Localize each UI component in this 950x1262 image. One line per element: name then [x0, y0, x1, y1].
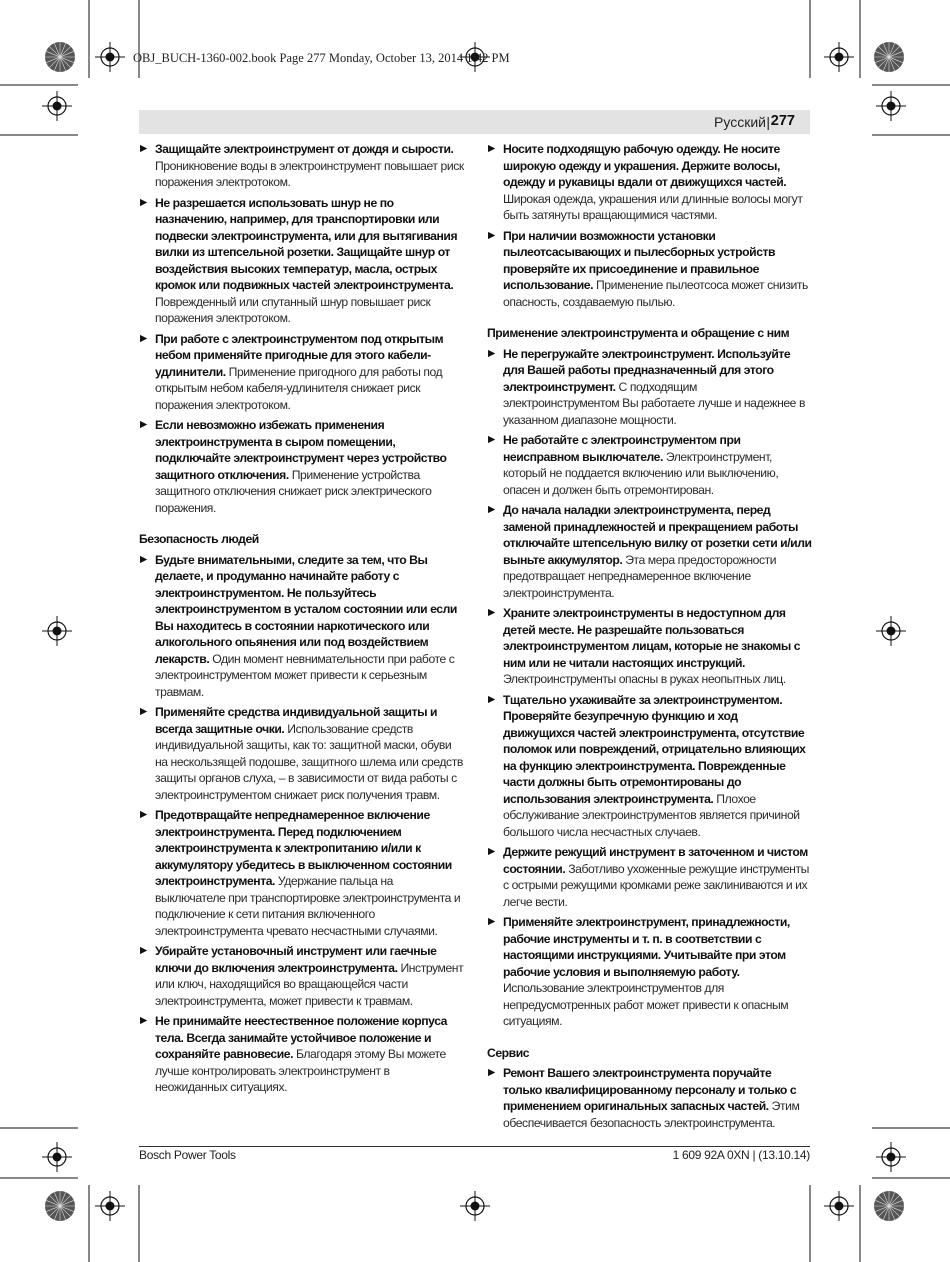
- bullet-arrow-icon: ▶: [488, 229, 495, 241]
- registration-target-icon: [876, 91, 906, 121]
- registration-target-icon: [824, 1191, 854, 1221]
- safety-item-instruction: Не разрешается использовать шнур не по назначению, например, для транспортировки или подвески электроинструмента, или для вытягивания вилки из штепсельной розетки. Защищайте шнур от воздействия высоких температур, масла, острых кромок или подвижных частей электроинструмента.: [155, 195, 458, 292]
- safety-item-instruction: Применяйте средства индивидуальной защиты и всегда защитные очки.: [155, 705, 438, 736]
- registration-starburst-icon: [45, 1191, 75, 1221]
- bullet-arrow-icon: ▶: [140, 553, 147, 565]
- print-job-line: OBJ_BUCH-1360-002.book Page 277 Monday, October 13, 2014 1:42 PM: [133, 51, 510, 65]
- bullet-arrow-icon: ▶: [140, 419, 147, 430]
- bullet-arrow-icon: ▶: [488, 347, 495, 359]
- safety-item-explanation: Использование средств индивидуальной защиты, как то: защитной маски, обуви на нескользящей подошве, защитного шлема или средств защиты органов слуха, – в зависимости от вида работы с электроинструментом снижает риск получения травм.: [155, 721, 463, 802]
- safety-item: [487, 432, 812, 498]
- bullet-arrow-icon: ▶: [488, 607, 495, 618]
- safety-item-explanation: Широкая одежда, украшения или длинные волосы могут быть затянуты вращающимися частями.: [503, 191, 803, 222]
- safety-item-explanation: Использование электроинструментов для непредусмотренных работ может привести к опасным ситуациям.: [503, 981, 789, 1028]
- safety-item-explanation: Применение пылеотсоса может снизить опасность, создаваемую пылью.: [503, 278, 808, 309]
- safety-item: [139, 141, 464, 191]
- safety-item: [487, 692, 812, 841]
- safety-item: [487, 605, 812, 688]
- safety-item-explanation: Проникновение воды в электроинструмент повышает риск поражения электротоком.: [155, 158, 464, 189]
- safety-item: [139, 552, 464, 701]
- safety-item-instruction: При наличии возможности установки пылеотсасывающих и пылесборных устройств проверяйте их присоединение и правильное использование.: [503, 228, 776, 292]
- safety-item-instruction: Если невозможно избежать применения электроинструмента в сыром помещении, подключайте электроинструмент через устройство защитного отключения.: [155, 418, 447, 482]
- page-header: [139, 110, 810, 134]
- registration-target-icon: [824, 42, 854, 72]
- safety-list: [487, 1065, 812, 1131]
- safety-list: [487, 141, 812, 310]
- safety-item-instruction: Защищайте электроинструмент от дождя и сырости.: [155, 142, 454, 156]
- safety-item: [487, 502, 812, 601]
- safety-item: [139, 807, 464, 939]
- safety-item: [139, 943, 464, 1009]
- section-heading-service: Сервис: [487, 1045, 530, 1060]
- safety-list: [139, 141, 464, 516]
- bullet-arrow-icon: ▶: [488, 434, 495, 445]
- safety-item-explanation: Удержание пальца на выключателе при транспортировке электроинструмента и подключение к сети питания включенного электроинструмента чревато несчастными случаями.: [155, 874, 461, 938]
- safety-item: [139, 704, 464, 803]
- safety-item: [139, 195, 464, 327]
- safety-item-explanation: Эта мера предосторожности предотвращает непреднамеренное включение электроинструмента.: [503, 552, 777, 600]
- registration-target-icon: [876, 616, 906, 646]
- safety-item-explanation: С подходящим электроинструментом Вы работаете лучше и надежнее в указанном диапазоне мощности.: [503, 379, 805, 427]
- bullet-arrow-icon: ▶: [488, 693, 495, 705]
- bullet-arrow-icon: ▶: [488, 846, 495, 857]
- bullet-arrow-icon: ▶: [488, 916, 495, 927]
- safety-item: [487, 346, 812, 429]
- bullet-arrow-icon: ▶: [140, 196, 147, 208]
- safety-list: [487, 346, 812, 1030]
- bullet-arrow-icon: ▶: [488, 143, 495, 154]
- bullet-arrow-icon: ▶: [140, 809, 147, 820]
- safety-item-explanation: Применение пригодного для работы под открытым небом кабеля-удлинителя снижает риск поражения электротоком.: [155, 364, 443, 412]
- section-heading-personal-safety: Безопасность людей: [139, 532, 259, 546]
- safety-item-instruction: Не работайте с электроинструментом при неисправном выключателе.: [503, 433, 741, 464]
- page-number: 277: [770, 113, 795, 129]
- safety-item-explanation: Заботливо ухоженные режущие инструменты с острыми режущими кромками реже заклиниваются и их легче вести.: [503, 861, 809, 909]
- safety-item-instruction: Убирайте установочный инструмент или гаечные ключи до включения электроинструмента.: [155, 944, 437, 975]
- safety-item: [139, 1013, 464, 1096]
- safety-item-explanation: Инструмент или ключ, находящийся во вращающейся части электроинструмента, может привести к травмам.: [155, 960, 464, 1008]
- safety-item-explanation: Поврежденный или спутанный шнур повышает риск поражения электротоком.: [155, 294, 431, 325]
- safety-item-explanation: Благодаря этому Вы можете лучше контролировать электроинструмент в неожиданных ситуациях.: [155, 1047, 446, 1094]
- registration-starburst-icon: [874, 42, 904, 72]
- safety-item-explanation: Этим обеспечивается безопасность электроинструмента.: [503, 1099, 800, 1130]
- right-column: [487, 141, 812, 1135]
- registration-target-icon: [42, 91, 72, 121]
- safety-item-explanation: Электроинструмент, который не поддается включению или выключению, опасен и должен быть отремонтирован.: [503, 449, 779, 497]
- section-label: Русский: [714, 114, 766, 130]
- safety-item-explanation: Электроинструменты опасны в руках неопытных лиц.: [503, 672, 786, 686]
- safety-item-explanation: Плохое обслуживание электроинструментов является причиной большого числа несчастных случаев.: [503, 791, 800, 839]
- safety-item: [487, 141, 812, 224]
- safety-item-explanation: Применение устройства защитного отключения снижает риск электрического поражения.: [155, 467, 432, 515]
- registration-target-icon: [95, 1191, 125, 1221]
- safety-item: [487, 914, 812, 1030]
- safety-item-instruction: Храните электроинструменты в недоступном для детей месте. Не разрешайте пользоваться электроинструментом лицам, которые не знакомы с ним или не читали настоящих инструкций.: [503, 606, 801, 670]
- registration-target-icon: [876, 1142, 906, 1172]
- safety-item-instruction: Тщательно ухаживайте за электроинструментом. Проверяйте безупречную функцию и ход движущихся частей электроинструмента, отсутствие поломок или повреждений, отрицательно влияющих на функцию электроинструмента. Поврежденные части должны быть отремонтированы до использования электроинструмента.: [503, 692, 806, 806]
- footer-doc-code: 1 609 92A 0XN | (13.10.14): [672, 1148, 810, 1162]
- bullet-arrow-icon: ▶: [488, 1067, 495, 1078]
- safety-item-instruction: Не перегружайте электроинструмент. Используйте для Вашей работы предназначенный для этого электроинструмент.: [503, 346, 791, 394]
- safety-item-instruction: До начала наладки электроинструмента, перед заменой принадлежностей и прекращением работы отключайте штепсельную вилку от розетки сети и/или выньте аккумулятор.: [503, 503, 812, 567]
- safety-item-instruction: Не принимайте неестественное положение корпуса тела. Всегда занимайте устойчивое положение и сохраняйте равновесие.: [155, 1014, 447, 1061]
- safety-item: [487, 228, 812, 311]
- safety-item: [139, 331, 464, 414]
- safety-item-instruction: Держите режущий инструмент в заточенном и чистом состоянии.: [503, 845, 808, 876]
- safety-item-instruction: Предотвращайте непреднамеренное включение электроинструмента. Перед подключением электроинструмента к электропитанию и/или к аккумулятору убедитесь в выключенном состоянии электроинструмента.: [155, 808, 452, 888]
- registration-starburst-icon: [45, 42, 75, 72]
- bullet-arrow-icon: ▶: [140, 332, 147, 344]
- safety-item-explanation: Один момент невнимательности при работе с электроинструментом может привести к серьезным травмам.: [155, 651, 455, 699]
- safety-item: [487, 1065, 812, 1131]
- left-column: [139, 141, 464, 1100]
- safety-item: [139, 417, 464, 516]
- registration-target-icon: [42, 1142, 72, 1172]
- registration-target-icon: [42, 616, 72, 646]
- safety-item-instruction: Ремонт Вашего электроинструмента поручайте только квалифицированному персоналу и только с применением оригинальных запасных частей.: [503, 1066, 797, 1113]
- section-heading-tool-use: Применение электроинструмента и обращение с ним: [487, 326, 790, 340]
- footer-brand: Bosch Power Tools: [139, 1148, 236, 1162]
- bullet-arrow-icon: ▶: [140, 143, 147, 154]
- bullet-arrow-icon: ▶: [140, 1015, 147, 1026]
- header-separator: |: [766, 114, 770, 130]
- safety-list: [139, 552, 464, 1096]
- safety-item-instruction: Носите подходящую рабочую одежду. Не носите широкую одежду и украшения. Держите волосы, одежду и рукавицы вдали от движущихся частей.: [503, 142, 787, 189]
- bullet-arrow-icon: ▶: [140, 945, 147, 956]
- safety-item-instruction: Применяйте электроинструмент, принадлежности, рабочие инструменты и т. п. в соответствии с настоящими инструкциями. Учитывайте при этом рабочие условия и выполняемую работу.: [503, 915, 790, 979]
- bullet-arrow-icon: ▶: [488, 504, 495, 515]
- footer-divider: [139, 1146, 810, 1147]
- safety-item: [487, 844, 812, 910]
- bullet-arrow-icon: ▶: [140, 706, 147, 717]
- registration-target-icon: [460, 1191, 490, 1221]
- registration-target-icon: [95, 42, 125, 72]
- registration-starburst-icon: [874, 1191, 904, 1221]
- safety-item-instruction: При работе с электроинструментом под открытым небом применяйте пригодные для этого кабели-удлинители.: [155, 331, 444, 379]
- safety-item-instruction: Будьте внимательными, следите за тем, что Вы делаете, и продуманно начинайте работу с электроинструментом. Не пользуйтесь электроинструментом в усталом состоянии или если Вы находитесь в состоянии наркотического или алкогольного опьянения или под воздействием лекарств.: [155, 552, 457, 666]
